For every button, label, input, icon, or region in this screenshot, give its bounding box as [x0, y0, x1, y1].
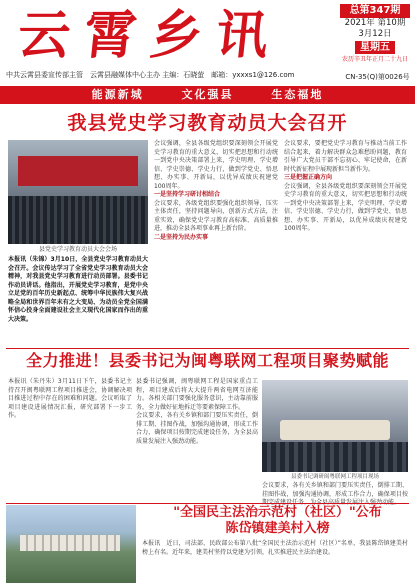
year-issue-number: 2021年 第10期	[344, 18, 406, 28]
lead-story-text: 会议强调，全县各级党组织要深刻领会开展党史学习教育的重大意义，切实把思想和行动统一到党中央决策部署上来，学史明理、学史增信、学史崇德、学史力行，做到学党史、悟思想、办实事、开新局，以优异成绩庆祝建党100周年。	[154, 140, 278, 190]
third-headline: "全国民主法治示范村（社区）"公布 陈岱镇建美村入榜	[173, 505, 382, 536]
section-divider	[6, 348, 409, 349]
lead-story-photo	[8, 140, 148, 244]
slogan-bar	[0, 86, 415, 104]
lead-story-subhead: 二是坚持为民办实事	[154, 233, 209, 241]
lead-photo-caption: 县党史学习教育动员大会会场	[38, 246, 117, 253]
issue-lunar-date: 农历辛丑年正月二十九日	[341, 56, 408, 63]
second-story-column	[136, 378, 258, 502]
second-headline: 全力推进！县委书记为闽粤联网工程项目聚势赋能	[25, 351, 389, 370]
issue-date: 3月12日	[358, 29, 392, 39]
lead-story-column	[154, 140, 278, 348]
second-photo-caption: 县委书记调研闽粤联网工程项目现场	[290, 474, 379, 480]
slogan-item: 文化强县	[181, 88, 234, 101]
lead-story-text: 会议强调，全县各级党组织要深刻领会开展党史学习教育的重大意义，切实把思想和行动统一到党中央决策部署上来，学史明理、学史增信、学史崇德、学史力行，做到学党史、悟思想、办实事、开新局，以优异成绩庆祝建党100周年。	[284, 182, 407, 232]
lead-story-column	[8, 256, 148, 348]
lead-story-text: 本报讯（朱锦）3月10日，全县党史学习教育动员大会召开。会议传达学习了全省党史学习教育动员大会精神，对我县党史学习教育进行动员部署。县委书记作动员讲话。他指出，开展党史学习教育，是党中央立足党的百年历史新起点、统筹中华民族伟大复兴战略全局和世界百年未有之大变局、为动员全党全国满怀信心投身全面建设社会主义现代化国家而作出的重大决策。	[8, 256, 148, 323]
second-story-text: 县委书记强调，闽粤联网工程是国家重点工程，项目建成后将大大提升两省电网互济能力。各相关部门要强化服务意识，主动靠前服务，全力做好征地拆迁等要素保障工作。	[136, 378, 258, 411]
lead-story-column	[284, 140, 407, 348]
lead-headline: 我县党史学习教育动员大会召开	[67, 112, 348, 134]
third-story-photo	[6, 505, 136, 583]
slogan-item: 能源新城	[91, 88, 144, 101]
photo-meeting-table	[280, 420, 390, 440]
second-story-text: 会议要求，各有关乡镇和部门要压实责任，倒排工期、挂图作战，加强沟通协调，形成工作合力，确保项目按期完成建设任务，为全县高质量发展注入强劲动能。	[136, 412, 258, 445]
masthead-title-wrap	[14, 5, 318, 66]
lead-story	[8, 140, 407, 348]
section-divider	[6, 503, 409, 504]
photo-village	[20, 535, 120, 551]
second-story-photo	[262, 380, 408, 472]
third-story-text: 本报讯 近日，司法部、民政部公布第八批“全国民主法治示范村（社区）”名单，我县陈岱镇建美村榜上有名。近年来，建美村坚持以党建为引领，扎实推进民主法治建设。	[142, 540, 408, 556]
publisher-line: 中共云霄县委宣传部主管 云霄县融媒体中心主办 主编：石晓萤 邮箱：yxxxs1@126.com	[6, 71, 295, 79]
lead-story-subhead: 三是把握正确方向	[284, 174, 333, 181]
issue-info-box	[340, 4, 410, 70]
third-story-column	[142, 540, 408, 584]
photo-audience	[8, 196, 148, 244]
lead-story-subhead: 一是坚持学习研讨相结合	[154, 191, 221, 198]
photo-people	[262, 442, 408, 472]
cn-number: CN-35(Q)第0026号	[345, 73, 410, 81]
total-issue-number: 总第347期	[340, 4, 410, 18]
photo-stage	[18, 156, 138, 186]
slogan-item: 生态福地	[271, 88, 324, 101]
second-story-text: 会议要求，各有关乡镇和部门要压实责任，倒排工期、挂图作战，加强沟通协调，形成工作合力，确保项目按	[262, 482, 408, 498]
issue-weekday: 星期五	[355, 41, 395, 54]
second-story-column	[262, 482, 408, 502]
second-story-text: 本报讯（朱丹朱）3月11日下午，县委书记主持召开闽粤联网工程项目推进会，协调解决项目推进过程中存在的困难和问题。会议听取了项目建设进展情况汇报，研究部署下一步工作。	[8, 378, 132, 419]
newspaper-title: 云霄乡讯	[14, 5, 286, 66]
masthead	[0, 0, 415, 84]
second-story-column	[8, 378, 132, 502]
lead-story-text: 会议要求，要把党史学习教育与推动当前工作结合起来，着力解决群众急难愁盼问题，教育引导广大党员干部不忘初心、牢记使命，在新时代新征程中展现新担当新作为。	[284, 140, 407, 173]
lead-story-text: 会议要求，各级党组织要强化组织领导，压实主体责任，坚持问题导向，创新方式方法，注重实效，确保党史学习教育高标准、高质量推进，推动全县各项事业再上新台阶。	[154, 199, 278, 232]
